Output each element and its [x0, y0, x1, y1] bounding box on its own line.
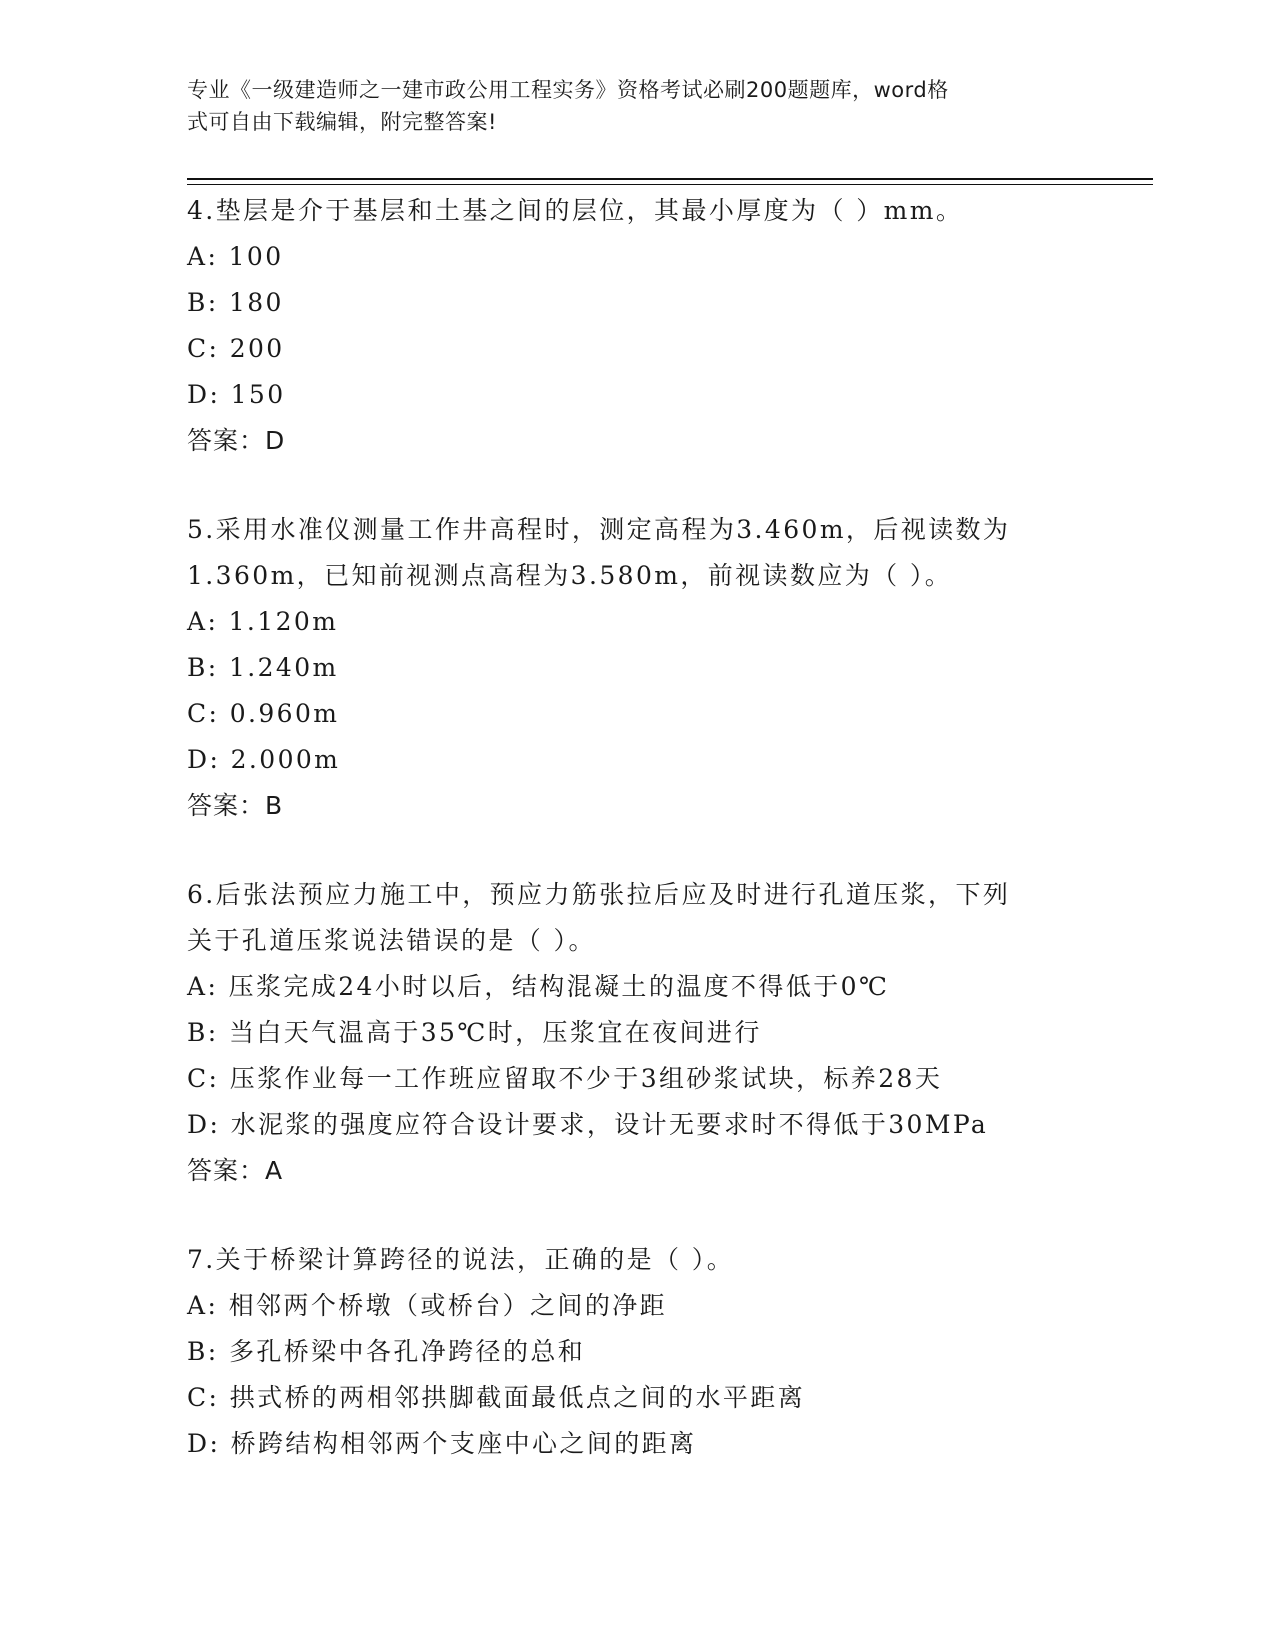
option-c: C: 200 — [187, 334, 285, 363]
option-c: C: 压浆作业每一工作班应留取不少于3组砂浆试块，标养28天 — [187, 1064, 943, 1093]
question-list — [187, 188, 1147, 1510]
question-6 — [187, 872, 1147, 1194]
header-divider-thin — [187, 184, 1153, 185]
header-line-1: 专业《一级建造师之一建市政公用工程实务》资格考试必刷200题题库，word格 — [187, 78, 949, 102]
question-stem-continued: 1.360m，已知前视测点高程为3.580m，前视读数应为（ ）。 — [187, 561, 953, 590]
option-a: A: 压浆完成24小时以后，结构混凝土的温度不得低于0℃ — [187, 972, 890, 1001]
question-7 — [187, 1237, 1147, 1467]
question-stem-continued: 关于孔道压浆说法错误的是（ ）。 — [187, 926, 596, 955]
option-c: C: 0.960m — [187, 699, 340, 728]
option-b: B: 180 — [187, 288, 284, 317]
question-stem: 4.垫层是介于基层和土基之间的层位，其最小厚度为（ ）mm。 — [187, 196, 964, 225]
question-stem: 5.采用水准仪测量工作井高程时，测定高程为3.460m，后视读数为 — [187, 515, 1011, 544]
option-d: D: 桥跨结构相邻两个支座中心之间的距离 — [187, 1429, 697, 1458]
answer-line: 答案：D — [187, 426, 286, 455]
option-a: A: 1.120m — [187, 607, 339, 636]
question-stem: 7.关于桥梁计算跨径的说法，正确的是（ ）。 — [187, 1245, 735, 1274]
question-5 — [187, 507, 1147, 829]
answer-line: 答案：B — [187, 791, 284, 820]
option-d: D: 150 — [187, 380, 286, 409]
option-a: A: 相邻两个桥墩（或桥台）之间的净距 — [187, 1291, 668, 1320]
option-c: C: 拱式桥的两相邻拱脚截面最低点之间的水平距离 — [187, 1383, 806, 1412]
option-b: B: 1.240m — [187, 653, 339, 682]
option-d: D: 水泥浆的强度应符合设计要求，设计无要求时不得低于30MPa — [187, 1110, 989, 1139]
document-header — [187, 74, 1087, 138]
question-4 — [187, 188, 1147, 464]
option-b: B: 多孔桥梁中各孔净跨径的总和 — [187, 1337, 586, 1366]
header-divider-thick — [187, 178, 1153, 180]
answer-line: 答案：A — [187, 1156, 284, 1185]
header-line-2: 式可自由下载编辑，附完整答案! — [187, 110, 497, 134]
question-stem: 6.后张法预应力施工中，预应力筋张拉后应及时进行孔道压浆，下列 — [187, 880, 1011, 909]
option-a: A: 100 — [187, 242, 284, 271]
option-d: D: 2.000m — [187, 745, 341, 774]
option-b: B: 当白天气温高于35℃时，压浆宜在夜间进行 — [187, 1018, 762, 1047]
